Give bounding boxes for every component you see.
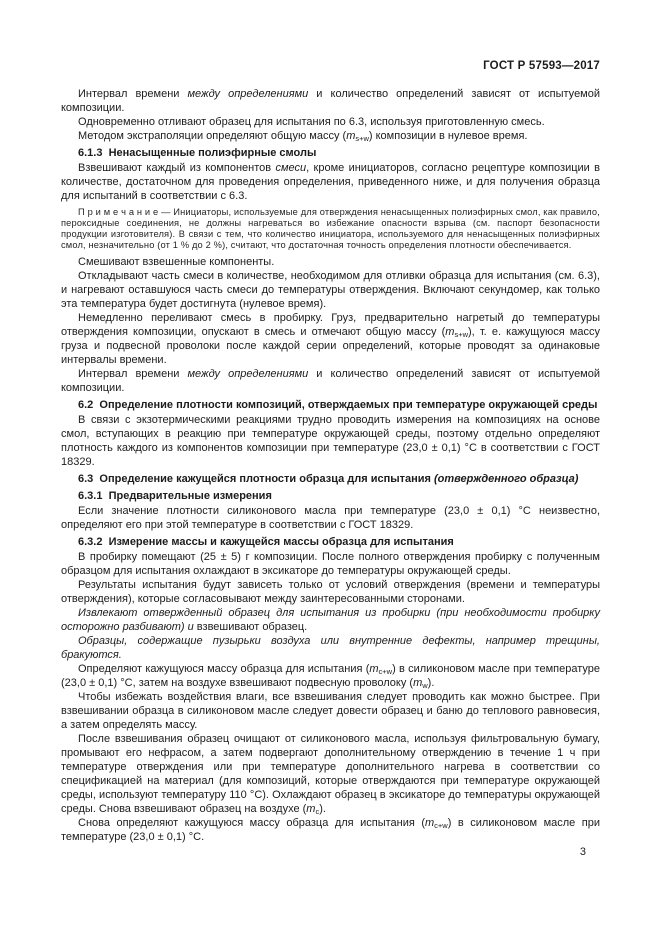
heading-6-3-1: 6.3.1 Предварительные измерения [78, 490, 272, 502]
heading-6-1-3: 6.1.3 Ненасыщенные полиэфирные смолы [78, 147, 317, 159]
paragraph-pour-mixture: Немедленно переливают смесь в пробирку. Груз, предварительно нагретый до температуры отверждения композиции, опускают в смесь и отмечают общую массу $(m_{s+w})$, т. е. кажущуюся массу груза и подвесной проволоки после каждой серии определений, которые проводят за одинаковые интервалы времени. [61, 312, 600, 366]
paragraph-set-aside: Откладывают часть смеси в количестве, необходимом для отливки образца для испытания (см. 6.3), и нагревают оставшуюся часть смеси до температуры отверждения. Включают секундомер, как только эта температура будет достигнута (нулевое время). [61, 270, 600, 310]
heading-6-2: 6.2 Определение плотности композиций, отверждаемых при температуре окружающей среды [78, 399, 598, 411]
paragraph-extrapolation: Методом экстраполяции определяют общую массу $(m_{s+w})$ композиции в нулевое время. [78, 130, 528, 143]
paragraph-silicone-oil-density: Если значение плотности силиконового масла при температуре (23,0 ± 0,1) °С неизвестно, определяют его при этой температуре в соответствии с ГОСТ 18329. [61, 505, 600, 531]
heading-6-3: 6.3 Определение кажущейся плотности образца для испытания (отвержденного образца) [78, 473, 579, 485]
paragraph-apparent-mass: Определяют кажущуюся массу образца для испытания $(m_{c+w})$ в силиконовом масле при температуре (23,0 ± 0,1) °С, затем на воздухе взвешивают подвесную проволоку $(m_w)$. [61, 663, 600, 690]
paragraph-reject-samples: Образцы, содержащие пузырьки воздуха или внутренние дефекты, например трещины, бракуются. [61, 635, 600, 661]
paragraph-cast-sample: Одновременно отливают образец для испытания по 6.3, используя приготовленную смесь. [78, 116, 545, 128]
paragraph-test-tube: В пробирку помещают (25 ± 5) г композиции. После полного отверждения пробирку с полученным образцом для испытания охлаждают в эксикаторе до температуры окружающей среды. [61, 551, 600, 577]
paragraph-exothermic: В связи с экзотермическими реакциями трудно проводить измерения на композициях на основе смол, вступающих в реакцию при температуре окружающей среды, поэтому отдельно определяют плотность каждого из компонентов композиции при температуре (23,0 ± 0,1) °С в соответствии с ГОСТ 18329. [61, 414, 600, 468]
heading-6-3-2: 6.3.2 Измерение массы и кажущейся массы образца для испытания [78, 536, 454, 548]
page-number: 3 [579, 846, 586, 858]
paragraph-interval-1: Интервал времени между определениями и количество определений зависят от испытуемой композиции. [61, 88, 601, 114]
paragraph-after-weighing: После взвешивания образец очищают от силиконового масла, используя фильтровальную бумагу, промывают его нефрасом, а затем подвергают дополнительному отверждению в течение 1 ч при температуре отверждения или при температуре дополнительного нагрева в соответствии со спецификацией на материал (для композиций, которые отверждаются при температуре окружающей среды, используют температуру 110 °С). Охлаждают образец в эксикаторе до температуры окружающей среды. Снова взвешивают образец на воздухе $(m_c)$. [61, 733, 600, 816]
document-body [61, 87, 600, 844]
paragraph-avoid-moisture: Чтобы избежать воздействия влаги, все взвешивания следует проводить как можно быстрее. При взвешивании образца в силиконовом масле следует довести образец и баню до теплового равновесия, а затем определять массу. [61, 691, 600, 731]
paragraph-mix-components: Смешивают взвешенные компоненты. [78, 256, 275, 268]
standard-header: ГОСТ Р 57593—2017 [483, 60, 600, 72]
paragraph-again-apparent-mass: Снова определяют кажущуюся массу образца для испытания $(m_{c+w})$ в силиконовом масле при температуре (23,0 ± 0,1) °С. [61, 817, 601, 843]
paragraph-interval-2: Интервал времени между определениями и количество определений зависят от испытуемой композиции. [61, 368, 601, 394]
paragraph-test-results: Результаты испытания будут зависеть только от условий отверждения (времени и температуры отверждения), которые согласовывают между заинтересованными сторонами. [61, 579, 600, 605]
paragraph-extract-sample: Извлекают отвержденный образец для испытания из пробирки (при необходимости пробирку осторожно разбивают) и взвешивают образец. [61, 607, 600, 633]
note-initiators: П р и м е ч а н и е — Инициаторы, используемые для отверждения ненасыщенных полиэфирных смол, как правило, пероксидные соединения, не должны нагреваться во избежание опасности взрыва (см. паспорт безопасности продукции изготовителя). В связи с тем, что количество инициатора, используемого для ненасыщенных полиэфирных смол, незначительно (от 1 % до 2 %), считают, что достаточная точность определения плотности обеспечивается. [61, 207, 600, 250]
paragraph-weighing-components: Взвешивают каждый из компонентов смеси, кроме инициаторов, согласно рецептуре композиции в количестве, достаточном для проведения определения, приведенного ниже, и для получения образца для испытаний в соответствии с 6.3. [61, 162, 600, 202]
